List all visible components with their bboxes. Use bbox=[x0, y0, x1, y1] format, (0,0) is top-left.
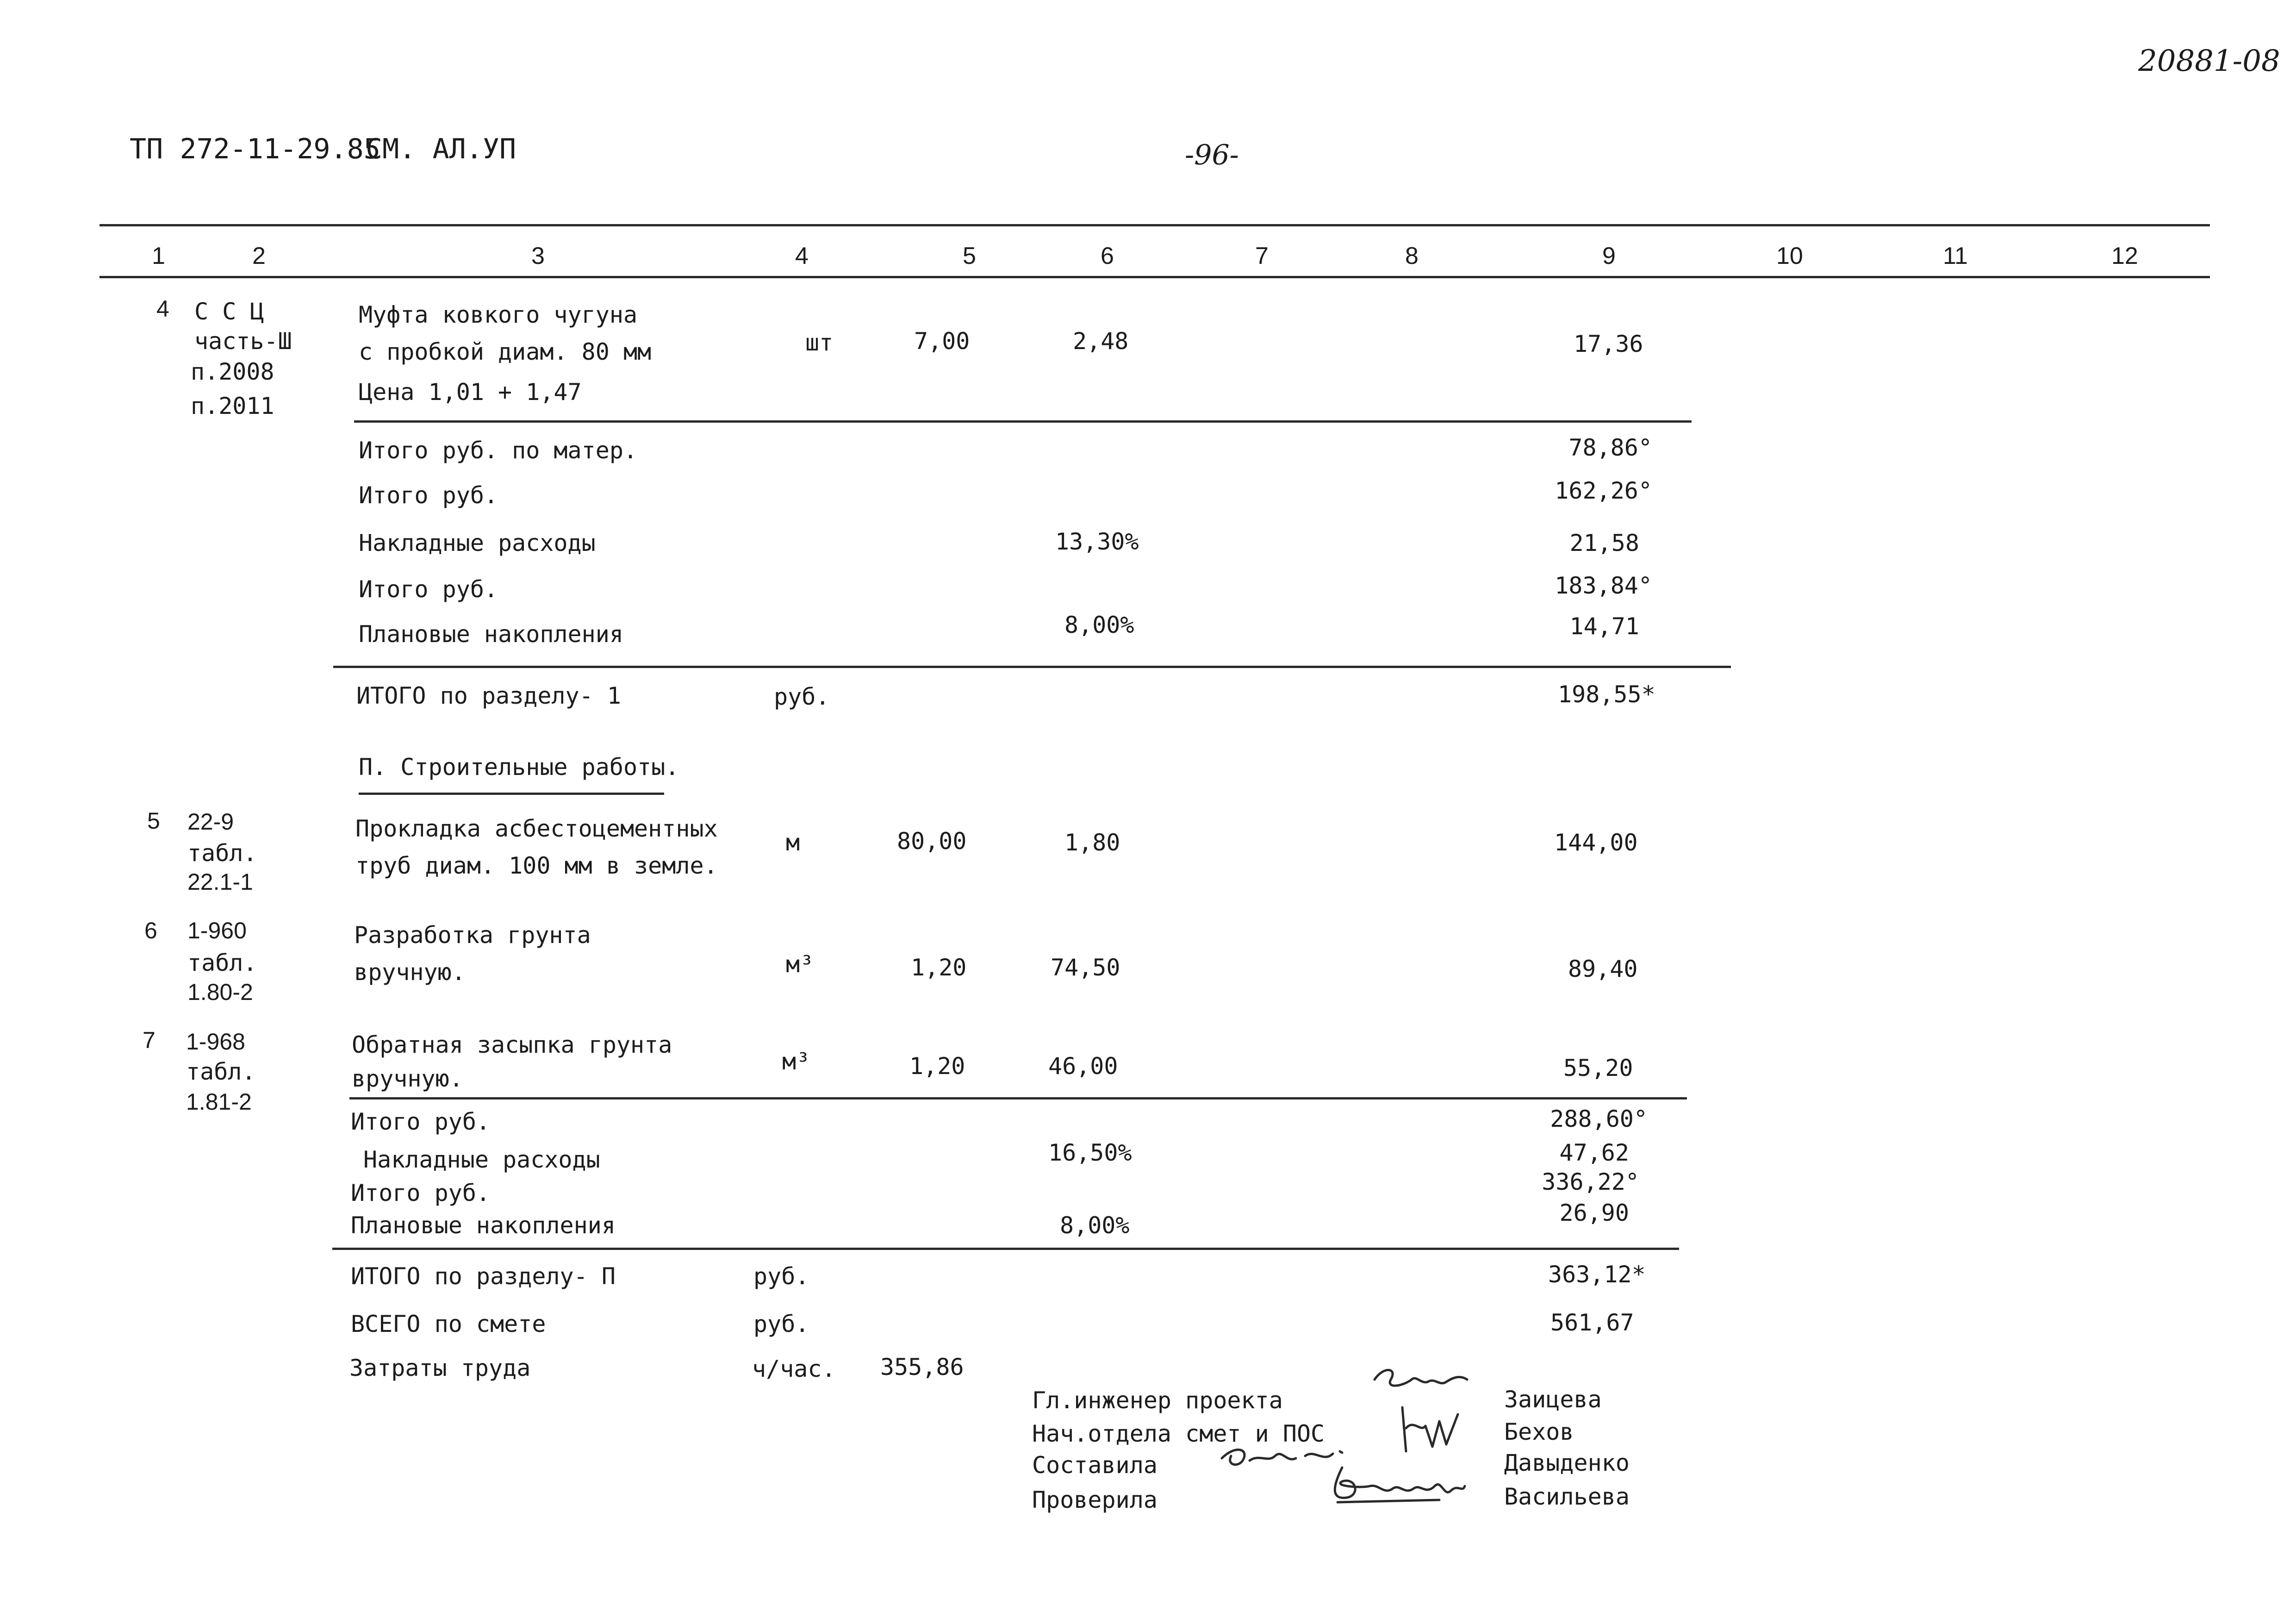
album-ref: СМ. АЛ.УП bbox=[366, 133, 516, 165]
total-value: 14,71 bbox=[1569, 613, 1639, 640]
total-value: 162,26° bbox=[1555, 477, 1652, 504]
page-number: -96- bbox=[1185, 139, 1239, 171]
signature-mark bbox=[1324, 1463, 1472, 1509]
row-unit-price: 2,48 bbox=[1073, 328, 1129, 355]
row-description-line: Прокладка асбестоцементных bbox=[355, 815, 718, 842]
total-label: Накладные расходы bbox=[359, 530, 596, 556]
row-unit-price: 74,50 bbox=[1051, 954, 1120, 981]
row-total: 89,40 bbox=[1568, 956, 1638, 982]
col-num-3: 3 bbox=[531, 243, 545, 269]
labor-unit: ч/час. bbox=[752, 1355, 836, 1382]
total-label: Плановые накопления bbox=[359, 621, 623, 648]
col-num-11: 11 bbox=[1943, 243, 1968, 269]
section-rule bbox=[332, 1248, 1679, 1250]
row-number: 6 bbox=[144, 918, 157, 943]
row-number: 5 bbox=[147, 808, 160, 834]
row-total: 17,36 bbox=[1574, 331, 1643, 357]
signature-mark bbox=[1393, 1400, 1472, 1461]
row-code-line: 22.1-1 bbox=[187, 869, 253, 895]
row-description-line: вручную. bbox=[352, 1065, 463, 1092]
total-percent: 16,50% bbox=[1048, 1139, 1132, 1166]
signature-name: Давыденко bbox=[1504, 1449, 1630, 1476]
col-num-10: 10 bbox=[1776, 243, 1803, 269]
total-label: Накладные расходы bbox=[363, 1146, 600, 1173]
section-total-unit: руб. bbox=[774, 683, 830, 710]
total-value: 183,84° bbox=[1555, 572, 1652, 599]
total-label: Итого руб. bbox=[351, 1108, 491, 1135]
section-total-value: 363,12* bbox=[1548, 1261, 1646, 1288]
col-num-2: 2 bbox=[252, 243, 266, 269]
col-num-7: 7 bbox=[1255, 243, 1269, 269]
row-description-line: вручную. bbox=[354, 959, 466, 986]
row-code-line: п.2008 bbox=[191, 358, 274, 385]
col-num-8: 8 bbox=[1405, 243, 1419, 269]
col-num-5: 5 bbox=[963, 243, 976, 269]
signature-role: Гл.инженер проекта bbox=[1032, 1387, 1283, 1414]
signature-name: Бехов bbox=[1504, 1418, 1574, 1445]
archive-number: 20881-08 bbox=[2138, 44, 2280, 78]
section-title-underline bbox=[359, 793, 664, 795]
row-code-line: 1-960 bbox=[187, 918, 247, 943]
section-title: П. Строительные работы. bbox=[359, 754, 679, 781]
row-code-line: табл. bbox=[187, 840, 257, 867]
signature-name: Васильева bbox=[1504, 1483, 1630, 1510]
header-bottom-rule bbox=[100, 276, 2210, 278]
row-unit-price: 46,00 bbox=[1048, 1053, 1118, 1080]
signature-name: Заицева bbox=[1504, 1386, 1602, 1413]
total-value: 26,90 bbox=[1559, 1199, 1629, 1226]
row-quantity: 7,00 bbox=[914, 328, 970, 355]
grand-total-label: ВСЕГО по смете bbox=[351, 1311, 546, 1337]
row-description-line: с пробкой диам. 80 мм bbox=[359, 338, 652, 365]
row-number: 4 bbox=[156, 296, 169, 322]
total-value: 78,86° bbox=[1568, 434, 1652, 461]
row-code-line: п.2011 bbox=[191, 393, 274, 419]
row-code-line: табл. bbox=[187, 949, 257, 976]
row-total: 144,00 bbox=[1554, 829, 1638, 856]
row-code-line: часть-Ш bbox=[194, 328, 292, 355]
total-value: 21,58 bbox=[1569, 530, 1639, 556]
section-rule bbox=[333, 666, 1731, 668]
section-total-value: 198,55* bbox=[1558, 681, 1655, 708]
row-code-line: С С Ц bbox=[194, 298, 264, 325]
total-value: 288,60° bbox=[1550, 1106, 1648, 1132]
total-label: Итого руб. по матер. bbox=[359, 437, 638, 464]
signature-role: Нач.отдела смет и ПОС bbox=[1032, 1420, 1325, 1447]
total-label: Итого руб. bbox=[359, 482, 498, 509]
row-description-line: Цена 1,01 + 1,47 bbox=[359, 379, 582, 406]
row-description-line: Разработка грунта bbox=[354, 922, 591, 949]
section-total-label: ИТОГО по разделу- П bbox=[351, 1263, 616, 1290]
row-unit: м bbox=[786, 829, 800, 856]
total-label: Итого руб. bbox=[351, 1180, 491, 1206]
row-code-line: 1-968 bbox=[186, 1029, 245, 1055]
signature-role: Проверила bbox=[1032, 1487, 1157, 1513]
section-total-unit: руб. bbox=[753, 1263, 809, 1290]
row-quantity: 80,00 bbox=[897, 828, 967, 855]
doc-code: ТП 272-11-29.85 bbox=[130, 133, 380, 165]
col-num-4: 4 bbox=[795, 243, 809, 269]
grand-total-value: 561,67 bbox=[1550, 1309, 1634, 1336]
row-number: 7 bbox=[143, 1027, 156, 1053]
row-description-line: труб диам. 100 мм в земле. bbox=[355, 852, 718, 879]
row-unit-price: 1,80 bbox=[1064, 829, 1120, 856]
header-top-rule bbox=[100, 224, 2210, 226]
total-label: Плановые накопления bbox=[351, 1212, 616, 1239]
total-label: Итого руб. bbox=[359, 576, 498, 603]
row-quantity: 1,20 bbox=[911, 954, 967, 981]
section-total-label: ИТОГО по разделу- 1 bbox=[356, 682, 621, 709]
total-value: 336,22° bbox=[1542, 1168, 1639, 1195]
labor-label: Затраты труда bbox=[349, 1355, 531, 1381]
grand-total-unit: руб. bbox=[753, 1311, 809, 1337]
row-quantity: 1,20 bbox=[909, 1053, 965, 1080]
row-description-line: Муфта ковкого чугуна bbox=[359, 301, 638, 328]
total-percent: 8,00% bbox=[1064, 612, 1134, 638]
total-value: 47,62 bbox=[1559, 1139, 1629, 1166]
row-unit: шт bbox=[805, 329, 834, 356]
row-code-line: табл. bbox=[186, 1058, 256, 1085]
subtotal-rule bbox=[349, 1097, 1687, 1099]
row-code-line: 1.80-2 bbox=[187, 979, 253, 1005]
subtotal-rule bbox=[354, 420, 1692, 423]
total-percent: 8,00% bbox=[1060, 1212, 1130, 1239]
labor-value: 355,86 bbox=[880, 1354, 964, 1380]
row-code-line: 22-9 bbox=[187, 809, 234, 835]
col-num-6: 6 bbox=[1101, 243, 1114, 269]
row-code-line: 1.81-2 bbox=[186, 1089, 252, 1115]
row-unit: м³ bbox=[782, 1048, 810, 1075]
row-total: 55,20 bbox=[1563, 1055, 1633, 1081]
row-unit: м³ bbox=[786, 951, 814, 978]
signature-mark bbox=[1370, 1361, 1476, 1403]
row-description-line: Обратная засыпка грунта bbox=[352, 1031, 672, 1058]
col-num-12: 12 bbox=[2111, 243, 2138, 269]
total-percent: 13,30% bbox=[1055, 528, 1139, 555]
col-num-1: 1 bbox=[152, 243, 165, 269]
signature-role: Составила bbox=[1032, 1452, 1157, 1479]
col-num-9: 9 bbox=[1602, 243, 1616, 269]
